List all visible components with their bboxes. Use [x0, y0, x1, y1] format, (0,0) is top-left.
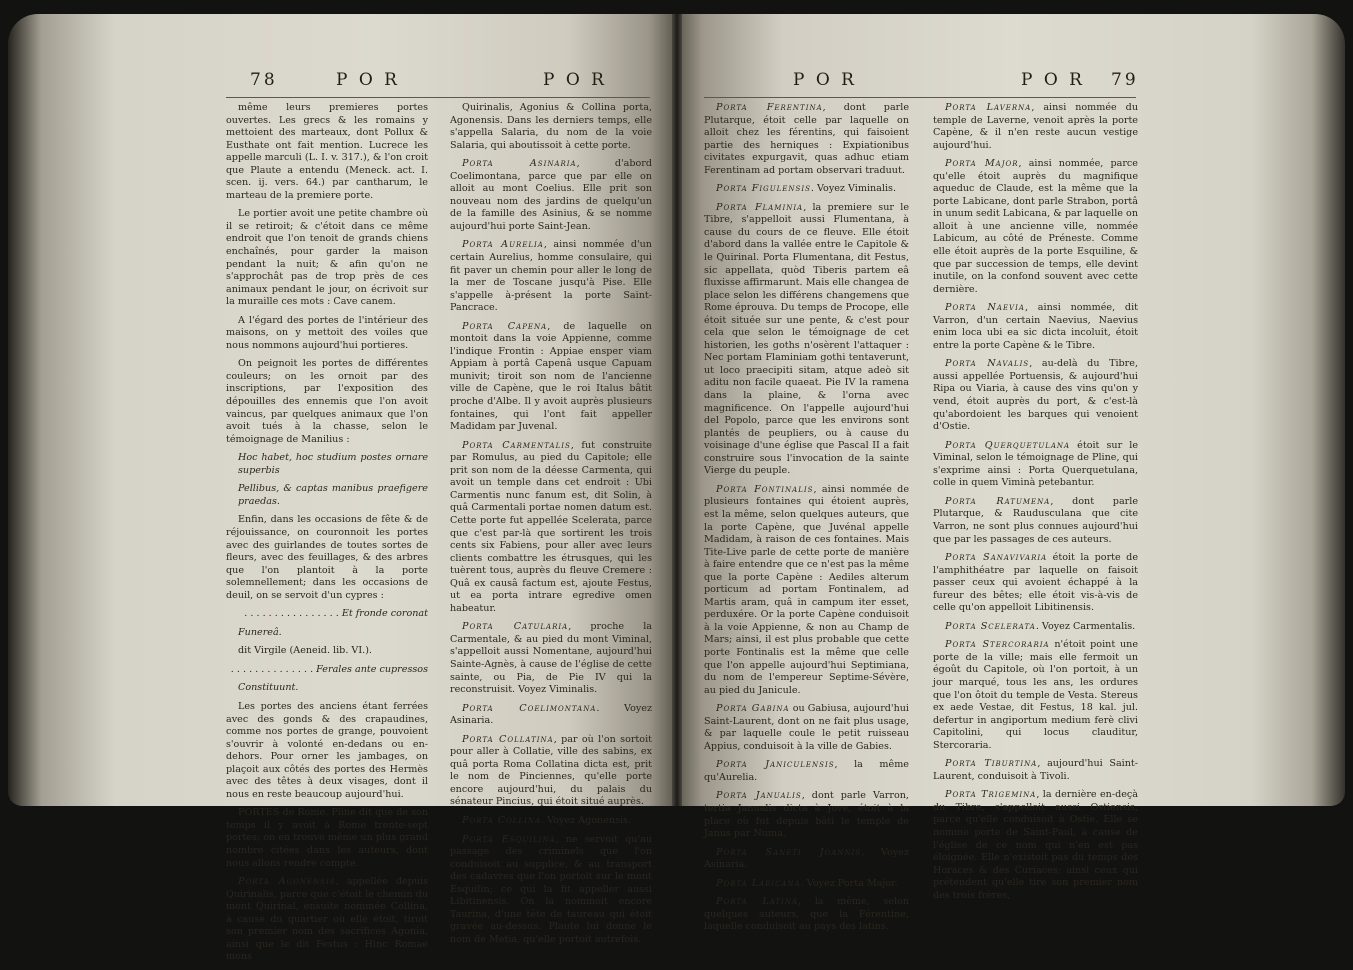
- paragraph-text: dit Virgile (Aeneid. lib. VI.).: [238, 645, 372, 657]
- paragraph: [226, 807, 428, 870]
- entry-headword: Porta Ferentina: [716, 102, 823, 113]
- paragraph: [933, 358, 1138, 433]
- right-column-2: [933, 102, 1138, 908]
- paragraph: [933, 621, 1138, 634]
- paragraph: [226, 608, 428, 621]
- paragraph: [226, 358, 428, 446]
- paragraph: [933, 302, 1138, 352]
- paragraph: [226, 483, 428, 508]
- paragraph-text: Le portier avoit une petite chambre où il se retiroit; & c'étoit dans ce même endroit que l'on tenoit de grands chiens enchaînés, pour garder la maison pendant la nuit; & afin qu'on ne s'approchât pas de trop près de ces animaux pendant le jour, on écrivoit sur la muraille ces mots : Cave canem.: [226, 208, 428, 308]
- paragraph: [226, 682, 428, 695]
- paragraph-text: On peignoit les portes de différentes couleurs; on les ornoit par des inscriptions, par l'exposition des dépouilles des ennemis que l'on avoit vaincus, par quelques animaux que l'on avoit tués à la chasse, selon le témoignage de Manilius :: [226, 358, 428, 445]
- entry-headword: Porta Navalis: [945, 358, 1030, 370]
- paragraph-text: n'étoit point une porte de la ville; mais elle fermoit un égoût du Capitole, où l'on portoit, à un jour marqué, tous les ans, les ordures que l'on ôtoit du temple de Vesta. Stereus ex aede Vestae, dit Festus, 18 kal. jul. defertur in angiportum medium ferè clivi Capitolini, qui locus clauditur, Stercoraria.: [933, 639, 1138, 751]
- paragraph: [450, 239, 652, 314]
- paragraph: [704, 896, 909, 934]
- paragraph-text: , fut construite par Romulus, au pied du Capitole; elle prit son nom de la déesse Carmenta, qui avoit un temple dans cet endroit : Ubi Carmentis nunc fanum est, dit Solin, à quâ Carmentali portae nomen datum est. Cette porte fut appellée Scelerata, parce que c'est par-là que sortirent les trois cents six Fabiens, pour aller avec leurs clients combattre les étrusques, qui les tuèrent tous, auprès du fleuve Cremere : Quâ ex causâ factum est, ajoute Festus, ut ea porta intrare egredive omen habeatur.: [450, 439, 652, 614]
- right-page-number: 79: [1111, 70, 1139, 90]
- paragraph-text: , la dernière en-deçà du Tibre, s'appelloit aussi Ostiensis, parce qu'elle conduisoit à Ostie. Elle se nomme porte de Saint-Paul, à cause de l'église de ce nom qui n'en est pas éloignée. Elle n'existoit pas du temps des Horaces & des Curiaces; ainsi ceux qui prétendent qu'elle tire son premier nom des trois frères,: [933, 789, 1138, 901]
- entry-headword: Porta Ratumena: [945, 495, 1051, 507]
- entry-headword: Porta Labicana: [716, 877, 801, 889]
- paragraph-text: , aujourd'hui Saint-Laurent, conduisoit à Tivoli.: [933, 758, 1139, 782]
- paragraph: [704, 484, 909, 697]
- paragraph: [450, 440, 652, 616]
- paragraph: [704, 183, 909, 196]
- paragraph-text: . . . . . . . . . . . . . . Ferales ante cupressos: [230, 663, 428, 675]
- paragraph-text: PORTES de Rome. Pline dit que de son temps il y avoit à Rome trente-sept portes; on en trouve même un plus grand nombre citées dans les auteurs, dont nous allons rendre compte.: [226, 807, 428, 869]
- paragraph-text: , au-delà du Tibre, aussi appellée Portuensis, & aujourd'hui Ripa ou Viaria, à cause des vins qu'on y vend, étoit auprès du port, & c'est-là qu'abordoient les barques qui venoient d'Ostie.: [933, 358, 1138, 433]
- paragraph-text: étoit la porte de l'amphithéatre par laquelle on faisoit passer ceux qui avoient échappé à la fureur des bêtes; elle étoit vis-à-vis de celle qu'on appelloit Libitinensis.: [933, 552, 1138, 614]
- left-column-1: [226, 102, 428, 970]
- entry-headword: Porta Laverna: [945, 102, 1032, 113]
- entry-headword: Porta Naevia: [945, 302, 1025, 314]
- paragraph: [450, 815, 652, 828]
- right-header-rule: [704, 97, 1136, 98]
- paragraph: [933, 789, 1138, 902]
- paragraph-text: . . . . . . . . . . . . . . . . Et fronde coronat: [244, 608, 428, 620]
- paragraph: [933, 758, 1138, 783]
- left-page: [8, 14, 676, 963]
- entry-headword: Porta Asinaria: [462, 158, 577, 170]
- entry-headword: Porta Aurelia: [462, 239, 544, 251]
- entry-headword: Porta Querquetulana: [945, 439, 1071, 451]
- paragraph-text: , la même, selon quelques auteurs, que la Férentine, laquelle conduisoit au pays des latins.: [704, 896, 910, 933]
- paragraph-text: , ne servoit qu'au passage des criminels que l'on conduisoit au supplice, & au transport des cadavres que l'on portoit sur le mont Esquilin; ce qui la fit appeller aussi Libitinensis. On la nommoit encore Taurina, d'une tête de taureau qui étoit gravée au-dessus. Plaute lui donne le nom de Metia, qu'elle portoit autrefois.: [450, 833, 652, 945]
- paragraph-text: Funereâ.: [238, 626, 282, 638]
- paragraph-text: , ainsi nommée d'un certain Aurelius, homme consulaire, qui fit paver un chemin pour aller le long de la mer de Toscane jusqu'à Pise. Elle s'appelle à-présent la porte Saint-Pancrace.: [450, 239, 652, 314]
- paragraph-text: . Voyez Asinaria.: [450, 702, 652, 727]
- paragraph-text: , par où l'on sortoit pour aller à Collatie, ville des sabins, ex quâ porta Roma Collatina dicta est, prit le nom de Pinciennes, qu'elle porte encore aujourd'hui, du palais du sénateur Pincius, qui étoit situé auprès.: [450, 733, 652, 808]
- paragraph-text: . Voyez Agonensis.: [541, 814, 632, 826]
- right-column-1: [704, 102, 909, 940]
- entry-headword: Porta Catularia: [462, 621, 569, 633]
- paragraph: [450, 834, 652, 947]
- paragraph: [704, 102, 909, 177]
- entry-headword: Porta Fontinalis: [716, 483, 814, 495]
- paragraph: [450, 102, 652, 152]
- entry-headword: Porta Janiculensis: [716, 759, 835, 771]
- paragraph-text: étoit sur le Viminal, selon le témoignage de Pline, qui s'exprime ainsi : Porta Querquetulana, colle in quem Viminà petebantur.: [933, 439, 1138, 489]
- entry-headword: Porta Figulensis: [716, 183, 811, 195]
- entry-headword: Porta Latina: [716, 896, 798, 908]
- entry-headword: Porta Trigemina: [945, 789, 1037, 801]
- paragraph-text: Les portes des anciens étant ferrées avec des gonds & des crapaudines, comme nos portes de grange, pouvoient s'ouvrir à volonté en-dedans ou en-dehors. Pour orner les jambages, on plaçoit aux côtés des portes des Hermès avec des têtes à deux visages, dont il nous en reste beaucoup aujourd'hui.: [226, 700, 428, 800]
- paragraph: [933, 639, 1138, 752]
- paragraph: [933, 496, 1138, 546]
- paragraph-text: . Voyez Porta Major.: [800, 877, 898, 889]
- paragraph-text: , la premiere sur le Tibre, s'appelloit aussi Flumentana, à cause du cours de ce fleuve. Elle étoit d'abord dans la vallée entre le Capitole & le Quirinal. Porta Flumentana, dit Festus, sic appellata, quòd Tiberis partem eâ fluxisse affirmarunt. Mais elle changea de place selon les différens changemens que Rome éprouva. Du temps de Procope, elle étoit située sur une pente, & c'est pour cela que selon le témoignage de cet historien, les goths n'osèrent l'attaquer : Nec portam Flaminiam gothi tentaverunt, ut loco praecipiti sitam, atque adeò sit aditu non facile quaeat. Pie IV la ramena dans la plaine, & l'orna avec magnificence. On l'appelle aujourd'hui del Popolo, parce que les environs sont plantés de peupliers, ou à cause du voisinage d'une église que Pascal II a fait construire sous l'invocation de la sainte Vierge du peuple.: [704, 201, 909, 477]
- paragraph-text: . Voyez Asinaria.: [704, 846, 909, 871]
- paragraph-text: . Voyez Viminalis.: [810, 183, 897, 195]
- paragraph: [450, 734, 652, 809]
- entry-headword: Porta Esquilina: [462, 833, 556, 845]
- paragraph-text: , ainsi nommée, dit Varron, d'un certain Naevius, Naevius enim loca ubi ea sic dicta incoluit, étoit entre la porte Capène & le Tibre.: [933, 302, 1138, 351]
- entry-headword: Porta Major: [945, 158, 1019, 170]
- paragraph: [226, 208, 428, 308]
- entry-headword: Porta Carmentalis: [462, 439, 571, 451]
- paragraph: [226, 315, 428, 353]
- entry-headword: Porta Collatina: [462, 733, 554, 745]
- paragraph-text: Hoc habet, hoc studium postes ornare superbis: [238, 452, 428, 476]
- paragraph: [704, 703, 909, 753]
- paragraph: [933, 552, 1138, 615]
- entry-headword: Porta Saneti Joannis: [716, 846, 862, 858]
- paragraph: [226, 664, 428, 677]
- entry-headword: Porta Stercoraria: [945, 639, 1050, 651]
- paragraph-text: Quirinalis, Agonius & Collina porta, Agonensis. Dans les derniers temps, elle s'appella Salaria, du nom de la voie Salaria, qui aboutissoit à cette porte.: [450, 102, 652, 151]
- paragraph: [226, 876, 428, 964]
- paragraph: [450, 158, 652, 233]
- paragraph: [226, 645, 428, 658]
- paragraph-text: , ainsi nommée, parce qu'elle étoit auprès du magnifique aqueduc de Claude, est la même que la porte Labicane, dont parle Strabon, portâ in unum sedit Labicana, & par laquelle on alloit à une ancienne ville, nommée Labicum, au côté de Préneste. Comme elle étoit auprès de la porte Esquiline, & que par succession de temps, elle devint inutile, on la confond souvent avec cette dernière.: [933, 158, 1138, 295]
- paragraph: [450, 621, 652, 696]
- left-header-right: P O R: [543, 70, 607, 90]
- paragraph-text: Pellibus, & captas manibus praefigere praedas.: [238, 483, 428, 507]
- left-header-left: P O R: [336, 70, 400, 90]
- entry-headword: Porta Tiburtina: [945, 758, 1038, 770]
- paragraph-text: A l'égard des portes de l'intérieur des maisons, on y mettoit des voiles que nous nommons aujourd'hui portieres.: [226, 314, 428, 351]
- paragraph-text: , dont parle Plutarque, étoit celle par laquelle on alloit chez les férentins, qui faisoient partie des herniques : Expiationibus civitates expurgavit, quas adhuc etiam Ferentinam ad portam observari traduut.: [704, 102, 910, 176]
- paragraph-text: , dont parle Varron, tertia Janualis dicta à Jove, étoit à la place où fut depuis bâti le temple de Janus par Numa.: [704, 790, 909, 840]
- entry-headword: Porta Flaminia: [716, 201, 804, 213]
- paragraph: [704, 790, 909, 840]
- paragraph-text: Enfin, dans les occasions de fête & de réjouissance, on couronnoit les portes avec des guirlandes de toutes sortes de fleurs, avec des feuillages, & des arbres que l'on plantoit à la porte solemnellement; dans les occasions de deuil, on se servoit d'un cypres :: [226, 514, 428, 601]
- entry-headword: Porta Coelimontana: [462, 702, 597, 714]
- paragraph: [226, 514, 428, 602]
- entry-headword: Porta Collina: [462, 814, 542, 826]
- paragraph-text: , de laquelle on montoit dans la voie Appienne, comme l'indique Frontin : Appiae ensper viam Appiam à portâ Capenâ usque Capuam munivit; tiroit son nom de l'ancienne ville de Capène, que le roi Italus bâtit proche d'Albe. Il y avoit auprès plusieurs fontaines, qui l'ont fait appeller Madidam par Juvenal.: [450, 320, 652, 433]
- paragraph: [450, 703, 652, 728]
- paragraph-text: même leurs premieres portes ouvertes. Les grecs & les romains y mettoient des marteaux, dont Pollux & Eusthate ont fait mention. Lucrece les appelle marculi (L. I. v. 317.), & l'on croit que Plaute a entendu (Meneck. act. I. scen. ij. vers. 64.) par cantharum, le marteau de la premiere porte.: [226, 102, 428, 201]
- entry-headword: Porta Capena: [462, 320, 548, 332]
- paragraph: [933, 440, 1138, 490]
- paragraph: [704, 878, 909, 891]
- paragraph: [226, 701, 428, 801]
- paragraph-text: , proche la Carmentale, & au pied du mont Viminal, s'appelloit aussi Nomentane, aujourd'hui Sainte-Agnès, à cause de l'église de cette sainte, ou Pia, de Pie IV qui la reconstruisit. Voyez Viminalis.: [450, 621, 653, 696]
- paragraph-text: . Voyez Carmentalis.: [1035, 620, 1136, 632]
- paragraph: [226, 627, 428, 640]
- open-book: [8, 14, 1345, 963]
- entry-headword: Porta Agonensis: [238, 876, 336, 888]
- paragraph-text: , ainsi nommée de plusieurs fontaines qui étoient auprès, est la même, selon quelques auteurs, que la porte Capène, que Juvénal appelle Madidam, à raison de ces fontaines. Mais Tite-Live parle de cette porte de manière à faire entendre que ce n'est pas la même que la porte Capène : Aediles alterum porticum ad portam Fontinalem, ad Martis aram, quâ in campum iter esset, perduxére. Or la porte Capène conduisoit à la voie Appienne, & non au Champ de Mars; ainsi, il est plus probable que cette porte Fontinalis est la même que celle que l'on appelle aujourd'hui Septimiana, du nom de l'empereur Septime-Sévère, au pied du Janicule.: [704, 483, 909, 696]
- paragraph: [933, 158, 1138, 296]
- paragraph-text: Constituunt.: [238, 682, 299, 694]
- paragraph: [226, 102, 428, 202]
- paragraph-text: , dont parle Plutarque, & Raudusculana que cite Varron, ne sont plus connues aujourd'hui que par les passages de ces auteurs.: [933, 495, 1139, 545]
- right-page: [676, 14, 1345, 933]
- left-page-number: 78: [250, 70, 278, 90]
- paragraph: [704, 759, 909, 784]
- paragraph-text: , d'abord Coelimontana, parce que par elle on alloit au mont Coelius. Elle prit son nouveau nom des jardins de quelqu'un de la famille des Asinius, & se nomme aujourd'hui porte Saint-Jean.: [450, 158, 652, 232]
- right-header-left: P O R: [793, 70, 857, 90]
- paragraph: [450, 321, 652, 434]
- right-header-right: P O R: [1021, 70, 1085, 90]
- paragraph-text: , appellée depuis Quirinalis, parce que c'étoit le chemin du mont Quirinal, ensuite nommée Collina, à cause du quartier où elle étoit, tiroit son premier nom des sacrifices Agonia, ainsi que le dit Festus : Hinc Romae mons: [226, 876, 428, 963]
- book-gutter: [672, 14, 682, 806]
- entry-headword: Porta Gabina: [716, 703, 790, 715]
- paragraph-text: ou Gabiusa, aujourd'hui Saint-Laurent, dont on ne fait plus usage, & par laquelle coule le petit ruisseau Appius, conduisoit à la ville de Gabies.: [704, 703, 909, 752]
- entry-headword: Porta Janualis: [716, 790, 802, 802]
- paragraph: [704, 202, 909, 478]
- paragraph: [704, 847, 909, 872]
- entry-headword: Porta Scelerata: [945, 620, 1036, 632]
- paragraph-text: , la même qu'Aurelia.: [704, 759, 909, 783]
- entry-headword: Porta Sanavivaria: [945, 552, 1048, 564]
- paragraph: [933, 102, 1138, 152]
- left-header-rule: [226, 97, 650, 98]
- paragraph: [226, 452, 428, 477]
- paragraph-text: , ainsi nommée du temple de Laverne, venoit après la porte Capène, & il n'en reste aucun vestige aujourd'hui.: [933, 102, 1138, 151]
- left-column-2: [450, 102, 652, 952]
